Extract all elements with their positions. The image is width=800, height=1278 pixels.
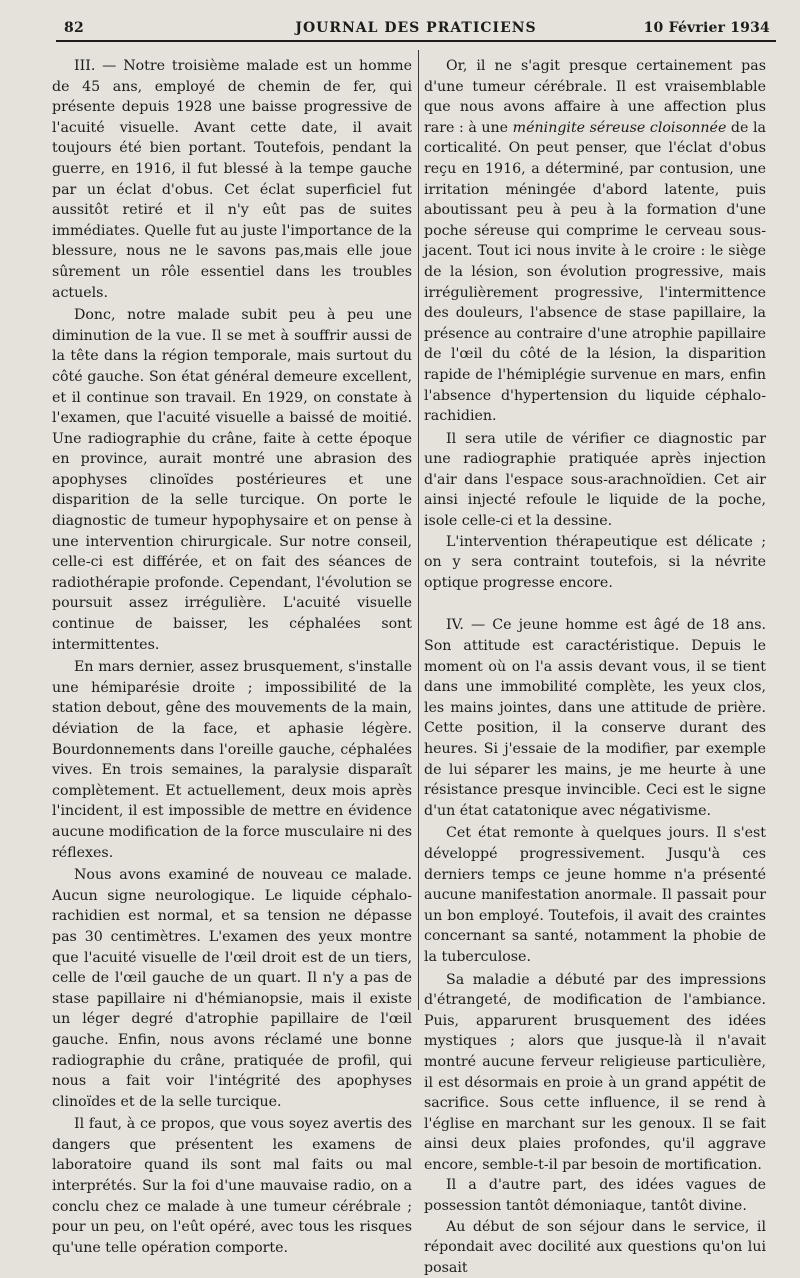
paragraph-case-iv-possession: Il a d'autre part, des idées vagues de possession tantôt démoniaque, tantôt divine. [424, 1177, 766, 1215]
journal-title: JOURNAL DES PRATICIENS [295, 20, 537, 36]
paragraph-case-iv-illness: Sa maladie a débuté par des impressions d'étrangeté, de modification de l'ambiance. Puis, apparurent brusquement des idées mystiques ; alors que jusque-là il n'avait montré aucune ferveur religieuse particulière, il est désormais en proie à un grand appétit de sacrifice. Sous cette influence, il se rend à l'église en marchant sur les genoux. Il se fait ainsi deux plaies profondes, qu'il aggrave encore, semble-t-il par besoin de mortification. [424, 971, 766, 1173]
paragraph-case-iv-intro: IV. — Ce jeune homme est âgé de 18 ans. Son attitude est caractéristique. Depuis le moment où on l'a assis devant vous, il se tient dans une immobilité complète, les yeux clos, les mains jointes, dans une attitude de prière. Cette position, il la conserve durant des heures. Si j'essaie de la modifier, par exemple de lui séparer les mains, je me heurte à une résistance presque invincible. Ceci est le signe d'un état catatonique avec négativisme. [424, 617, 766, 819]
paragraph-case-iii-hemiparesis: En mars dernier, assez brusquement, s'installe une hémiparésie droite ; impossibilité de la station debout, gêne des mouvements de la main, déviation de la face, et aphasie légère. Bourdonnements dans l'oreille gauche, céphalées vives. En trois semaines, la paralysie disparaît complètement. Et actuellement, deux mois après l'incident, il est impossible de mettre en évidence aucune modification de la force musculaire ni des réflexes. [52, 659, 412, 861]
paragraph-case-iii-evolution: Donc, notre malade subit peu à peu une diminution de la vue. Il se met à souffrir aussi de la tête dans la région temporale, mais surtout du côté gauche. Son état général demeure excellent, et il continue son travail. En 1929, on constate à l'examen, que l'acuité visuelle a baissé de moitié. Une radiographie du crâne, faite à cette époque en province, aurait montré une abrasion des apophyses clinoïdes postérieures et une disparition de la selle turcique. On porte le diagnostic de tumeur hypophysaire et on pense à une intervention chirurgicale. Sur notre conseil, celle-ci est différée, et on fait des séances de radiothérapie profonde. Cependant, l'évolution se poursuit assez irrégulière. L'acuité visuelle continue de baisser, les céphalées sont intermittentes. [52, 307, 412, 653]
diagnosis-text-start: Or, il ne s'agit presque certainement pas d'une tumeur cérébrale. Il est vraisemblable que nous avons affaire à une affection plus rare : à une [424, 58, 766, 136]
left-column [52, 56, 412, 1256]
right-column [424, 56, 766, 1276]
paragraph-diagnosis [424, 56, 766, 427]
paragraph-laboratory-warning: Il faut, à ce propos, que vous soyez avertis des dangers que présentent les examens de laboratoire quand ils sont mal faits ou mal interprétés. Sur la foi d'une mauvaise radio, on a conclu chez ce malade à une tumeur cérébrale ; pour un peu, on l'eût opéré, avec tous les risques qu'une telle opération comporte. [52, 1116, 412, 1256]
paragraph-case-iv-onset: Cet état remonte à quelques jours. Il s'est développé progressivement. Jusqu'à ces derniers temps ce jeune homme n'a présenté aucune manifestation anormale. Il passait pour un bon employé. Toutefois, il avait des craintes concernant sa santé, notamment la phobie de la tuberculose. [424, 825, 766, 965]
paragraph-case-iii-examination: Nous avons examiné de nouveau ce malade. Aucun signe neurologique. Le liquide céphalo-rachidien est normal, et sa tension ne dépasse pas 30 centimètres. L'examen des yeux montre que l'acuité visuelle de l'œil droit est de un tiers, celle de l'œil gauche de un quart. Il n'y a pas de stase papillaire ni d'hémianopsie, mais il existe un léger degré d'atrophie papillaire de l'œil gauche. Enfin, nous avons réclamé une bonne radiographie du crâne, pratiquée de profil, qui nous a fait voir l'intégrité des apophyses clinoïdes et de la selle turcique. [52, 867, 412, 1110]
column-divider [418, 50, 419, 1010]
page-number: 82 [64, 20, 84, 36]
running-header [56, 16, 776, 38]
issue-date: 10 Février 1934 [643, 20, 770, 36]
header-rule [56, 40, 776, 42]
diagnosis-term: méningite séreuse cloisonnée [512, 119, 727, 136]
paragraph-therapy: L'intervention thérapeutique est délicate ; on y sera contraint toutefois, si la névrite optique progresse encore. [424, 533, 766, 591]
paragraph-case-iii-intro: III. — Notre troisième malade est un homme de 45 ans, employé de chemin de fer, qui présente depuis 1928 une baisse progressive de l'acuité visuelle. Avant cette date, il avait toujours été bien portant. Toutefois, pendant la guerre, en 1916, il fut blessé à la tempe gauche par un éclat d'obus. Cet éclat superficiel fut aussitôt retiré et il n'y eût pas de suites immédiates. Quelle fut au juste l'importance de la blessure, nous ne le savons pas,mais elle joue sûrement un rôle essentiel dans les troubles actuels. [52, 58, 412, 301]
paragraph-case-iv-service: Au début de son séjour dans le service, il répondait avec docilité aux questions qu'on lui posait [424, 1218, 766, 1276]
diagnosis-text-end: de la corticalité. On peut penser, que l'éclat d'obus reçu en 1916, a déterminé, par contusion, une irritation méningée d'abord latente, puis aboutissant peu à peu à la formation d'une poche séreuse qui comprime le cerveau sous-jacent. Tout ici nous invite à le croire : le siège de la lésion, son évolution progressive, mais irrégulièrement progressive, l'intermittence des douleurs, l'absence de stase papillaire, la présence au contraire d'une atrophie papillaire de l'œil du côté de la lésion, la disparition rapide de l'hémiplégie survenue en mars, enfin l'absence d'hypertension du liquide céphalo-rachidien. [424, 119, 766, 425]
paragraph-verification: Il sera utile de vérifier ce diagnostic par une radiographie pratiquée après injection d'air dans l'espace sous-arachnoïdien. Cet air ainsi injecté refoule le liquide de la poche, isole celle-ci et la dessine. [424, 430, 766, 530]
